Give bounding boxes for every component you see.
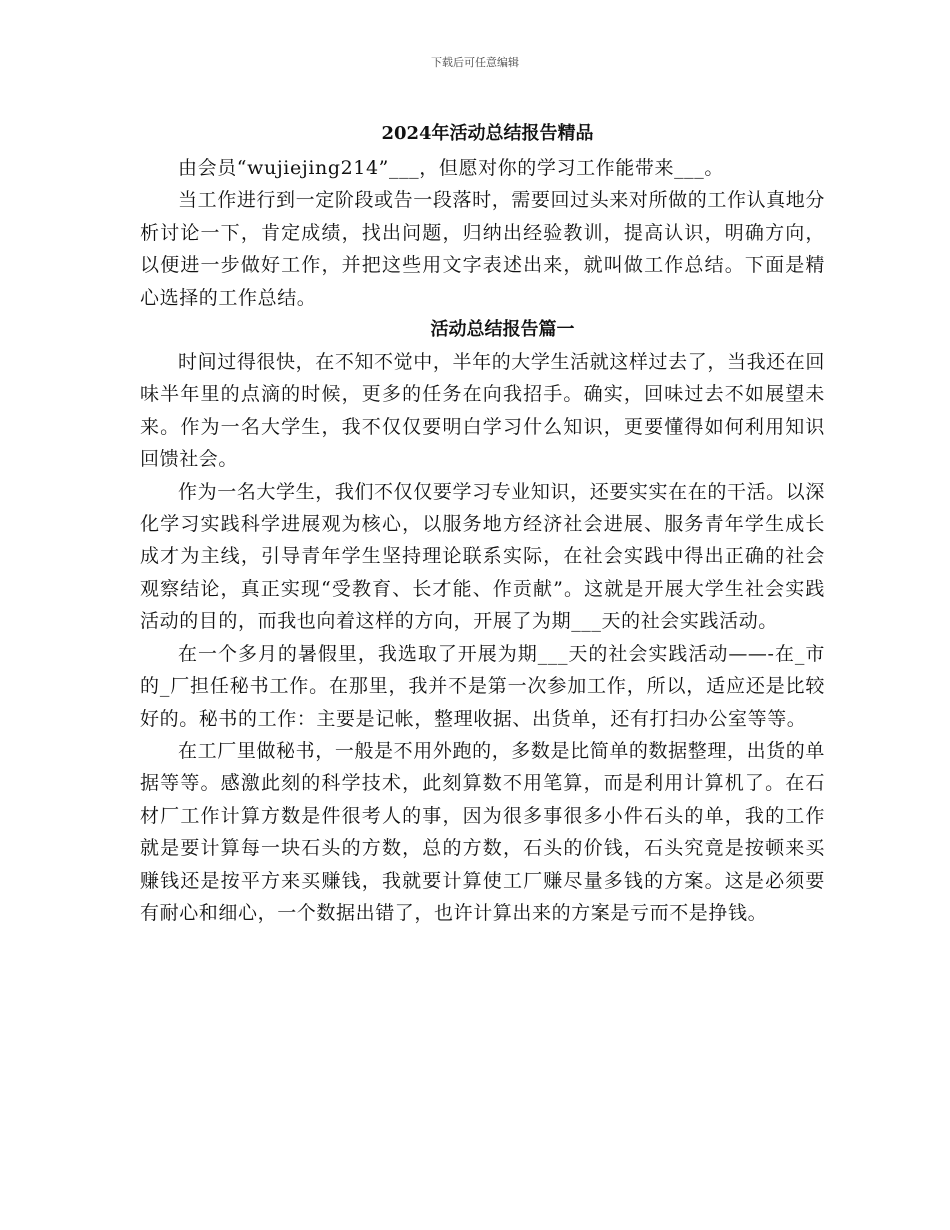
body-paragraph-4: 在工厂里做秘书，一般是不用外跑的，多数是比简单的数据整理，出货的单据等等。感激此刻的科学技术，此刻算数不用笔算，而是利用计算机了。在石材厂工作计算方数是件很考人的事，因为很多事很多小件石头的单，我的工作就是要计算每一块石头的方数，总的方数，石头的价钱，石头究竟是按顿来买赚钱还是按平方来买赚钱，我就要计算使工厂赚尽量多钱的方案。这是必须要有耐心和细心，一个数据出错了，也许计算出来的方案是亏而不是挣钱。 (140, 739, 825, 924)
section-heading: 活动总结报告篇一 (430, 319, 575, 341)
body-paragraph-3: 在一个多月的暑假里，我选取了开展为期___天的社会实践活动——-在_市的_厂担任秘书工作。在那里，我并不是第一次参加工作，所以，适应还是比较好的。秘书的工作：主要是记帐，整理收据、出货单，还有打扫办公室等等。 (140, 642, 825, 730)
body-paragraph-2: 作为一名大学生，我们不仅仅要学习专业知识，还要实实在在的干活。以深化学习实践科学进展观为核心，以服务地方经济社会进展、服务青年学生成长成才为主线，引导青年学生坚持理论联系实际，在社会实践中得出正确的社会观察结论，真正实现“受教育、长才能、作贡献”。这就是开展大学生社会实践活动的目的，而我也向着这样的方向，开展了为期___天的社会实践活动。 (140, 480, 825, 633)
intro-paragraph-1: 由会员“wujiejing214”___，但愿对你的学习工作能带来___。 (178, 157, 724, 179)
intro-paragraph-2: 当工作进行到一定阶段或告一段落时，需要回过头来对所做的工作认真地分析讨论一下，肯定成绩，找出问题，归纳出经验教训，提高认识，明确方向，以便进一步做好工作，并把这些用文字表述出来，就叫做工作总结。下面是精心选择的工作总结。 (140, 189, 825, 309)
document-body (140, 118, 825, 929)
body-paragraph-1: 时间过得很快，在不知不觉中，半年的大学生活就这样过去了，当我还在回味半年里的点滴的时候，更多的任务在向我招手。确实，回味过去不如展望未来。作为一名大学生，我不仅仅要明白学习什么知识，更要懂得如何利用知识回馈社会。 (140, 351, 825, 471)
document-title: 2024年活动总结报告精品 (381, 123, 594, 144)
header-note: 下载后可任意编辑 (431, 56, 519, 69)
